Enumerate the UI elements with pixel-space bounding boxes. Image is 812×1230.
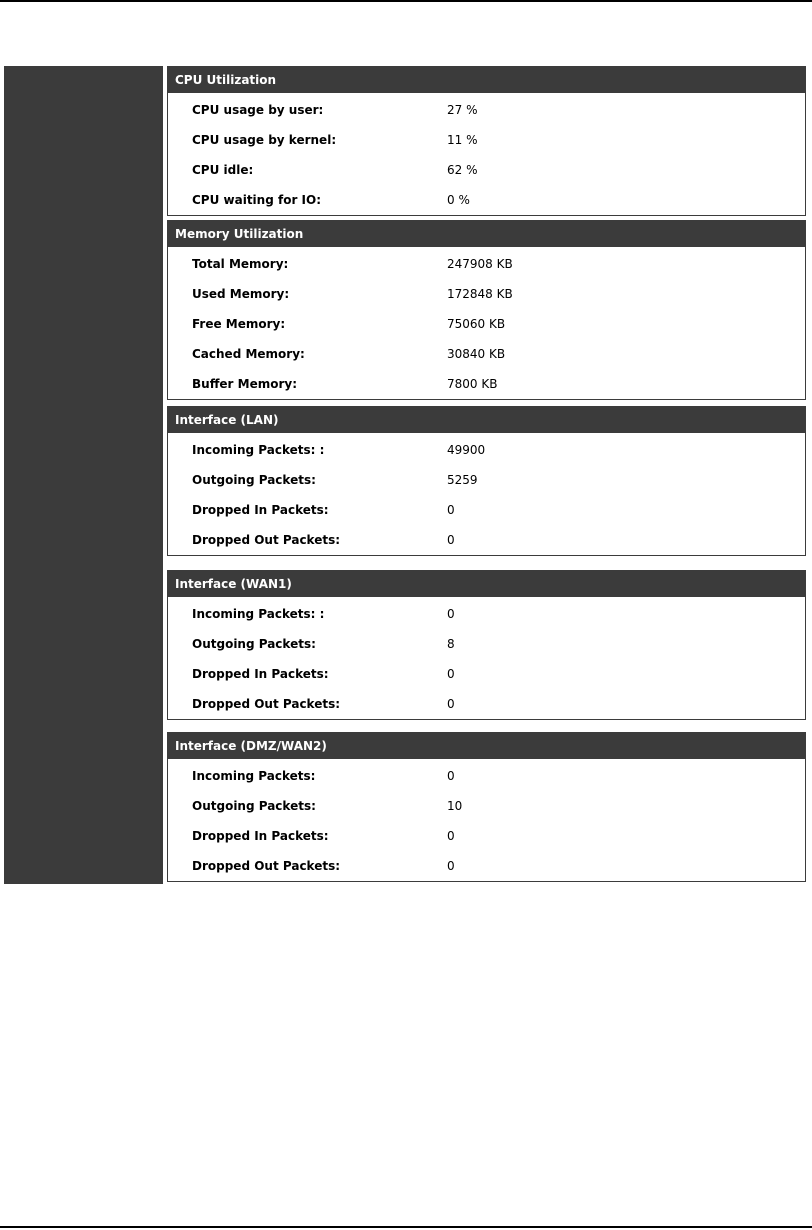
stat-label: Dropped In Packets: bbox=[192, 503, 329, 517]
section-title: Memory Utilization bbox=[168, 221, 805, 247]
stat-label: CPU waiting for IO: bbox=[192, 193, 322, 207]
stat-label: CPU idle: bbox=[192, 163, 254, 177]
stat-row bbox=[168, 155, 805, 185]
section-title: Interface (WAN1) bbox=[168, 571, 805, 597]
stat-value: 75060 KB bbox=[447, 317, 506, 331]
top-rule bbox=[0, 0, 812, 2]
stat-label: Dropped Out Packets: bbox=[192, 859, 341, 873]
stat-row bbox=[168, 495, 805, 525]
stat-value: 0 bbox=[447, 859, 455, 873]
stat-label: CPU usage by user: bbox=[192, 103, 324, 117]
stat-label: Free Memory: bbox=[192, 317, 286, 331]
stat-label: CPU usage by kernel: bbox=[192, 133, 337, 147]
stat-row bbox=[168, 791, 805, 821]
stat-value: 11 % bbox=[447, 133, 478, 147]
bottom-rule bbox=[0, 1226, 812, 1228]
stat-label: Outgoing Packets: bbox=[192, 637, 316, 651]
stat-value: 0 bbox=[447, 503, 455, 517]
interface-dmz-wan2-section bbox=[167, 732, 806, 882]
stat-label: Total Memory: bbox=[192, 257, 289, 271]
stat-row bbox=[168, 339, 805, 369]
stat-row bbox=[168, 821, 805, 851]
cpu-utilization-section bbox=[167, 66, 806, 216]
stat-label: Outgoing Packets: bbox=[192, 473, 316, 487]
stat-row bbox=[168, 659, 805, 689]
stat-value: 0 bbox=[447, 607, 455, 621]
stat-value: 7800 KB bbox=[447, 377, 498, 391]
stat-value: 0 bbox=[447, 829, 455, 843]
stat-row bbox=[168, 95, 805, 125]
stat-value: 62 % bbox=[447, 163, 478, 177]
stat-row bbox=[168, 599, 805, 629]
stat-row bbox=[168, 249, 805, 279]
section-title: CPU Utilization bbox=[168, 67, 805, 93]
stat-value: 247908 KB bbox=[447, 257, 513, 271]
stat-value: 30840 KB bbox=[447, 347, 506, 361]
stat-row bbox=[168, 435, 805, 465]
section-title: Interface (DMZ/WAN2) bbox=[168, 733, 805, 759]
stat-value: 49900 bbox=[447, 443, 486, 457]
interface-wan1-section bbox=[167, 570, 806, 720]
stat-label: Dropped In Packets: bbox=[192, 667, 329, 681]
stat-value: 0 bbox=[447, 667, 455, 681]
stat-label: Incoming Packets: bbox=[192, 769, 316, 783]
interface-lan-section bbox=[167, 406, 806, 556]
stat-value: 0 bbox=[447, 533, 455, 547]
stat-label: Dropped In Packets: bbox=[192, 829, 329, 843]
stat-label: Dropped Out Packets: bbox=[192, 533, 341, 547]
stat-value: 0 % bbox=[447, 193, 470, 207]
stat-row bbox=[168, 185, 805, 215]
stat-row bbox=[168, 525, 805, 555]
stat-row bbox=[168, 309, 805, 339]
stat-row bbox=[168, 465, 805, 495]
stat-value: 5259 bbox=[447, 473, 478, 487]
stat-label: Dropped Out Packets: bbox=[192, 697, 341, 711]
stat-value: 172848 KB bbox=[447, 287, 513, 301]
memory-utilization-section bbox=[167, 220, 806, 400]
stat-row bbox=[168, 279, 805, 309]
stat-label: Buffer Memory: bbox=[192, 377, 298, 391]
stat-value: 10 bbox=[447, 799, 463, 813]
stat-value: 0 bbox=[447, 769, 455, 783]
stat-label: Used Memory: bbox=[192, 287, 290, 301]
stat-row bbox=[168, 761, 805, 791]
stat-label: Outgoing Packets: bbox=[192, 799, 316, 813]
stat-label: Incoming Packets: : bbox=[192, 443, 325, 457]
stat-row bbox=[168, 689, 805, 719]
stat-label: Incoming Packets: : bbox=[192, 607, 325, 621]
left-nav-panel bbox=[4, 66, 163, 884]
stat-value: 27 % bbox=[447, 103, 478, 117]
stat-row bbox=[168, 369, 805, 399]
stat-row bbox=[168, 629, 805, 659]
section-title: Interface (LAN) bbox=[168, 407, 805, 433]
stat-value: 0 bbox=[447, 697, 455, 711]
stat-value: 8 bbox=[447, 637, 455, 651]
stat-row bbox=[168, 125, 805, 155]
stat-label: Cached Memory: bbox=[192, 347, 305, 361]
stat-row bbox=[168, 851, 805, 881]
